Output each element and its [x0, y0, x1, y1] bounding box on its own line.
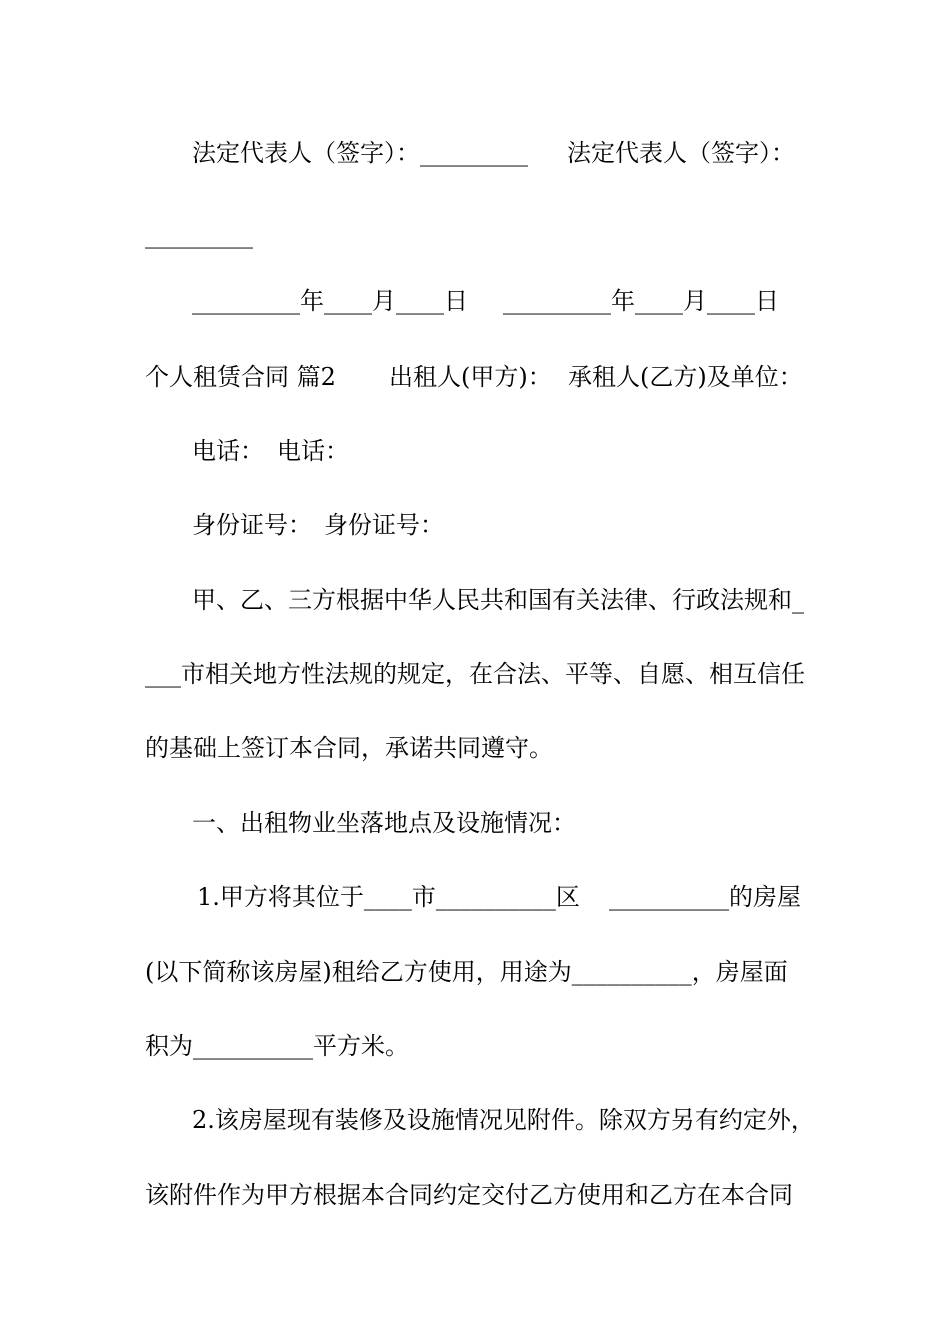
paragraph-line: [0, 728, 950, 768]
paragraph-line: [0, 952, 950, 992]
party-a-legal-representative-signature: 法定代表人（签字）：_________: [192, 139, 528, 167]
date-line: [0, 281, 950, 321]
signature-blank-line: [0, 215, 950, 255]
party-a-date: _________年____月____日: [192, 287, 468, 315]
paragraph-line: [0, 1175, 950, 1215]
section-1-title: 一、出租物业坐落地点及设施情况：: [192, 809, 576, 837]
lessor-label: 出租人(甲方)：: [389, 363, 552, 391]
paragraph-line: [0, 654, 950, 694]
lessee-phone-label: 电话：: [277, 437, 349, 465]
clause-1-text: 1.甲方将其位于____市__________区: [197, 883, 580, 911]
preamble-text: 甲、乙、三方根据中华人民共和国有关法律、行政法规和_: [192, 586, 804, 614]
preamble-text: ___市相关地方性法规的规定，在合法、平等、自愿、相互信任: [145, 660, 805, 688]
lessor-id-label: 身份证号：: [192, 511, 312, 539]
party-b-legal-representative-signature: 法定代表人（签字）：: [567, 139, 795, 167]
paragraph-line: [0, 1026, 950, 1066]
id-number-line: [0, 505, 950, 545]
clause-2-text: 该附件作为甲方根据本合同约定交付乙方使用和乙方在本合同: [145, 1181, 793, 1209]
party-b-date: _________年____月____日: [503, 287, 779, 315]
paragraph-line: [0, 877, 950, 917]
contract-title: 个人租赁合同 篇2: [145, 363, 336, 391]
paragraph-line: [0, 580, 950, 620]
signature-line: [0, 133, 950, 173]
signature-blank: _________: [145, 221, 253, 249]
clause-1-text: __________的房屋: [609, 883, 801, 911]
lessee-id-label: 身份证号：: [324, 511, 444, 539]
lessor-phone-label: 电话：: [192, 437, 264, 465]
section-heading: [0, 803, 950, 843]
paragraph-line: [0, 1100, 950, 1140]
phone-line: [0, 431, 950, 471]
clause-1-text: (以下简称该房屋)租给乙方使用，用途为__________，房屋面: [145, 958, 788, 986]
clause-1-text: 积为__________平方米。: [145, 1032, 409, 1060]
clause-2-text: 2.该房屋现有装修及设施情况见附件。除双方另有约定外，: [192, 1106, 815, 1134]
lessee-label: 承租人(乙方)及单位：: [568, 363, 803, 391]
contract-heading-line: [0, 357, 950, 397]
preamble-text: 的基础上签订本合同，承诺共同遵守。: [145, 734, 553, 762]
